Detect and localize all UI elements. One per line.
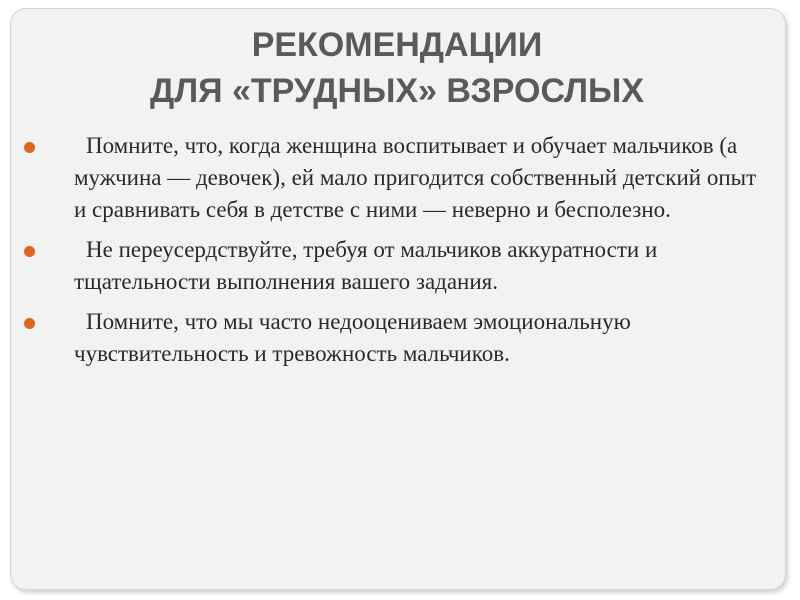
bullet-text: Помните, что, когда женщина воспитывает и обучает мальчиков (а мужчина — девочек), ей мало пригодится собственный детский опыт и сравнивать себя в детстве с ними — неверно и бесполезно. (74, 133, 757, 222)
bullet-item (0, 306, 760, 370)
title-line-2: ДЛЯ «ТРУДНЫХ» ВЗРОСЛЫХ (150, 72, 644, 110)
bullet-dot-icon (24, 142, 35, 153)
title-line-1: РЕКОМЕНДАЦИИ (251, 26, 543, 64)
bullet-dot-icon (24, 318, 35, 329)
bullet-item (0, 130, 760, 226)
bullet-dot-icon (24, 246, 35, 257)
bullet-text: Не переусердствуйте, требуя от мальчиков аккуратности и тщательности выполнения вашего задания. (74, 237, 658, 294)
bullet-text: Помните, что мы часто недооцениваем эмоциональную чувствительность и тревожность мальчиков. (74, 309, 631, 366)
slide-title (10, 22, 784, 114)
bullet-list (0, 130, 760, 378)
bullet-item (0, 234, 760, 298)
